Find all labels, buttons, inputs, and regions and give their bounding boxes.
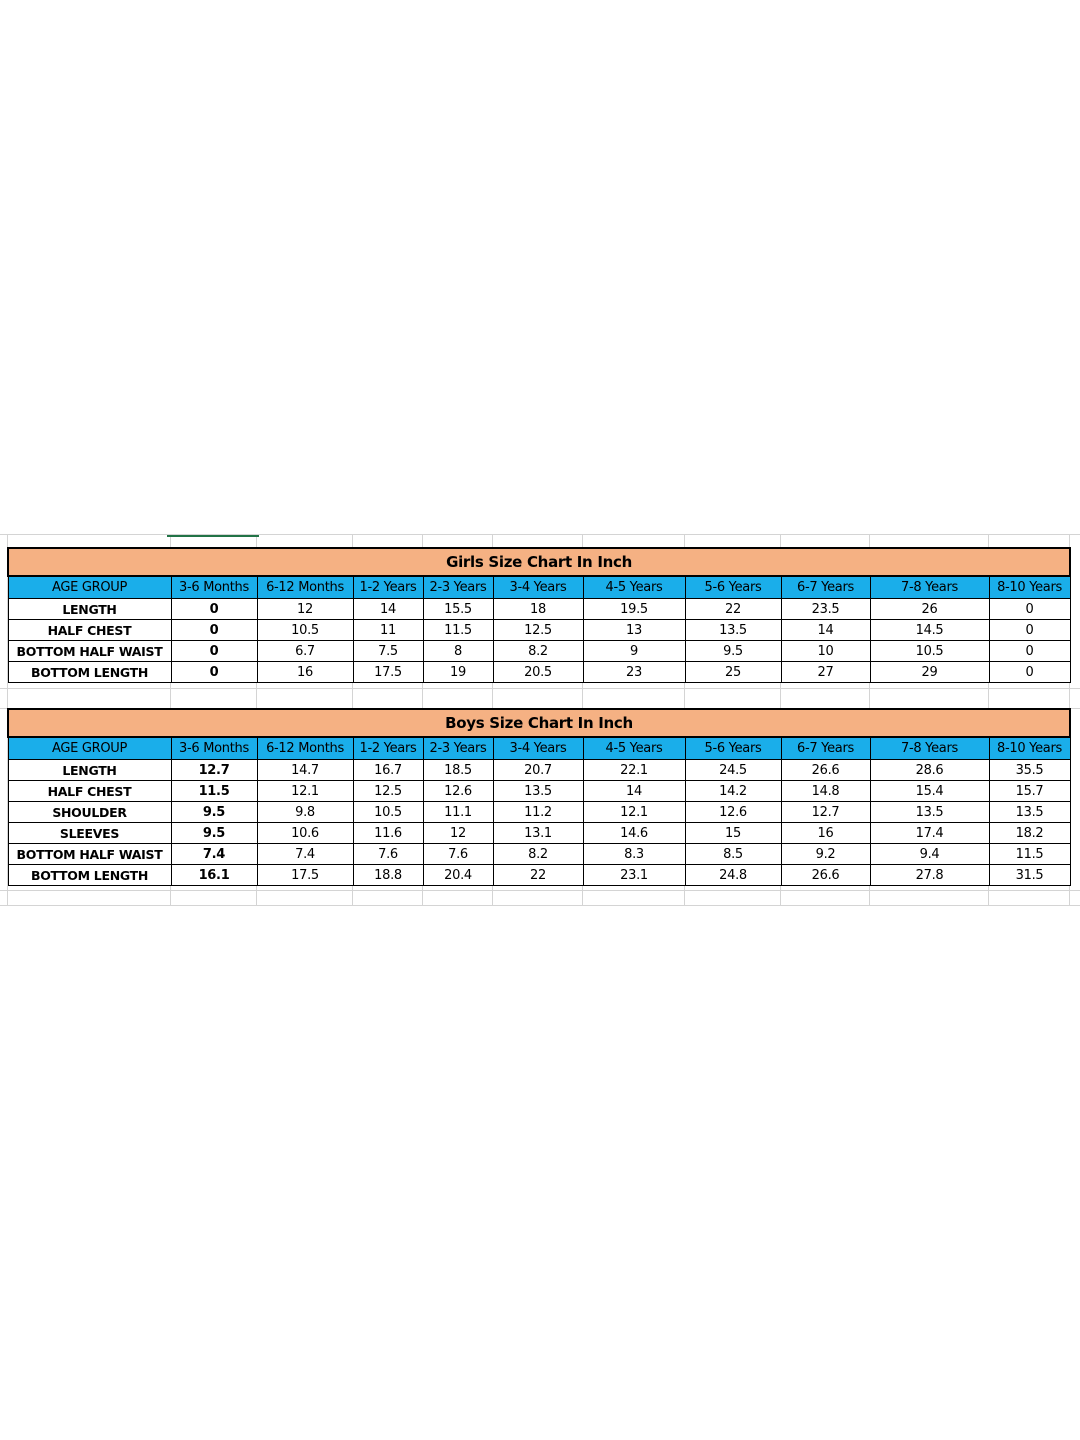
boys-size-table bbox=[7, 708, 1071, 886]
value-cell: 8.2 bbox=[493, 844, 583, 865]
row-gridline bbox=[0, 905, 1080, 906]
header-cell: 1-2 Years bbox=[353, 737, 423, 760]
value-cell: 22 bbox=[493, 865, 583, 886]
value-cell: 12 bbox=[257, 599, 353, 620]
value-cell: 9.5 bbox=[171, 823, 257, 844]
value-cell: 14.2 bbox=[685, 781, 781, 802]
value-cell: 24.8 bbox=[685, 865, 781, 886]
header-cell: 7-8 Years bbox=[870, 737, 989, 760]
value-cell: 12.6 bbox=[423, 781, 493, 802]
header-cell: 2-3 Years bbox=[423, 737, 493, 760]
value-cell: 20.5 bbox=[493, 662, 583, 683]
value-cell: 16.7 bbox=[353, 760, 423, 781]
header-cell: AGE GROUP bbox=[8, 737, 171, 760]
header-cell: 2-3 Years bbox=[423, 576, 493, 599]
value-cell: 14.6 bbox=[583, 823, 685, 844]
value-cell: 7.6 bbox=[353, 844, 423, 865]
value-cell: 0 bbox=[171, 620, 257, 641]
value-cell: 6.7 bbox=[257, 641, 353, 662]
value-cell: 31.5 bbox=[989, 865, 1070, 886]
value-cell: 11.1 bbox=[423, 802, 493, 823]
value-cell: 11.5 bbox=[989, 844, 1070, 865]
cell-selection-marker bbox=[167, 535, 259, 537]
header-cell: 1-2 Years bbox=[353, 576, 423, 599]
value-cell: 18.5 bbox=[423, 760, 493, 781]
value-cell: 12.7 bbox=[781, 802, 870, 823]
boys-header-row bbox=[8, 737, 1070, 760]
value-cell: 12 bbox=[423, 823, 493, 844]
value-cell: 13.5 bbox=[493, 781, 583, 802]
value-cell: 14.8 bbox=[781, 781, 870, 802]
value-cell: 23.5 bbox=[781, 599, 870, 620]
value-cell: 9 bbox=[583, 641, 685, 662]
value-cell: 7.4 bbox=[257, 844, 353, 865]
value-cell: 17.4 bbox=[870, 823, 989, 844]
value-cell: 7.5 bbox=[353, 641, 423, 662]
value-cell: 23 bbox=[583, 662, 685, 683]
value-cell: 10.5 bbox=[353, 802, 423, 823]
value-cell: 22.1 bbox=[583, 760, 685, 781]
value-cell: 9.2 bbox=[781, 844, 870, 865]
header-cell: 6-7 Years bbox=[781, 576, 870, 599]
row-label: LENGTH bbox=[8, 599, 171, 620]
table-row bbox=[8, 620, 1070, 641]
value-cell: 14.5 bbox=[870, 620, 989, 641]
value-cell: 20.4 bbox=[423, 865, 493, 886]
girls-table-title: Girls Size Chart In Inch bbox=[8, 548, 1070, 576]
value-cell: 8 bbox=[423, 641, 493, 662]
value-cell: 14 bbox=[583, 781, 685, 802]
value-cell: 29 bbox=[870, 662, 989, 683]
header-cell: 7-8 Years bbox=[870, 576, 989, 599]
header-cell: 3-4 Years bbox=[493, 576, 583, 599]
value-cell: 0 bbox=[171, 599, 257, 620]
row-label: BOTTOM LENGTH bbox=[8, 865, 171, 886]
header-cell: AGE GROUP bbox=[8, 576, 171, 599]
value-cell: 19 bbox=[423, 662, 493, 683]
table-row bbox=[8, 844, 1070, 865]
value-cell: 9.5 bbox=[171, 802, 257, 823]
header-cell: 8-10 Years bbox=[989, 576, 1070, 599]
value-cell: 10.5 bbox=[257, 620, 353, 641]
row-label: BOTTOM HALF WAIST bbox=[8, 844, 171, 865]
value-cell: 14.7 bbox=[257, 760, 353, 781]
value-cell: 18.8 bbox=[353, 865, 423, 886]
value-cell: 0 bbox=[989, 662, 1070, 683]
girls-header-row bbox=[8, 576, 1070, 599]
value-cell: 26 bbox=[870, 599, 989, 620]
value-cell: 19.5 bbox=[583, 599, 685, 620]
value-cell: 13.1 bbox=[493, 823, 583, 844]
value-cell: 11.6 bbox=[353, 823, 423, 844]
value-cell: 10 bbox=[781, 641, 870, 662]
value-cell: 12.1 bbox=[257, 781, 353, 802]
value-cell: 27.8 bbox=[870, 865, 989, 886]
table-row bbox=[8, 599, 1070, 620]
header-cell: 5-6 Years bbox=[685, 737, 781, 760]
value-cell: 26.6 bbox=[781, 865, 870, 886]
value-cell: 16 bbox=[781, 823, 870, 844]
header-cell: 3-4 Years bbox=[493, 737, 583, 760]
value-cell: 13.5 bbox=[685, 620, 781, 641]
row-label: LENGTH bbox=[8, 760, 171, 781]
header-cell: 6-12 Months bbox=[257, 737, 353, 760]
row-label: BOTTOM LENGTH bbox=[8, 662, 171, 683]
value-cell: 8.2 bbox=[493, 641, 583, 662]
table-row bbox=[8, 781, 1070, 802]
header-cell: 4-5 Years bbox=[583, 576, 685, 599]
value-cell: 25 bbox=[685, 662, 781, 683]
value-cell: 15.7 bbox=[989, 781, 1070, 802]
value-cell: 35.5 bbox=[989, 760, 1070, 781]
value-cell: 17.5 bbox=[353, 662, 423, 683]
value-cell: 8.5 bbox=[685, 844, 781, 865]
header-cell: 4-5 Years bbox=[583, 737, 685, 760]
row-label: SLEEVES bbox=[8, 823, 171, 844]
row-label: HALF CHEST bbox=[8, 781, 171, 802]
value-cell: 9.8 bbox=[257, 802, 353, 823]
value-cell: 10.5 bbox=[870, 641, 989, 662]
value-cell: 23.1 bbox=[583, 865, 685, 886]
header-cell: 6-12 Months bbox=[257, 576, 353, 599]
value-cell: 11 bbox=[353, 620, 423, 641]
value-cell: 14 bbox=[781, 620, 870, 641]
table-row bbox=[8, 865, 1070, 886]
row-gridline bbox=[0, 534, 1080, 535]
header-cell: 8-10 Years bbox=[989, 737, 1070, 760]
table-row bbox=[8, 802, 1070, 823]
value-cell: 7.4 bbox=[171, 844, 257, 865]
value-cell: 12.6 bbox=[685, 802, 781, 823]
value-cell: 14 bbox=[353, 599, 423, 620]
value-cell: 13.5 bbox=[870, 802, 989, 823]
value-cell: 0 bbox=[989, 599, 1070, 620]
value-cell: 27 bbox=[781, 662, 870, 683]
table-row bbox=[8, 662, 1070, 683]
table-row bbox=[8, 760, 1070, 781]
value-cell: 0 bbox=[171, 662, 257, 683]
value-cell: 18.2 bbox=[989, 823, 1070, 844]
value-cell: 16.1 bbox=[171, 865, 257, 886]
value-cell: 13.5 bbox=[989, 802, 1070, 823]
value-cell: 13 bbox=[583, 620, 685, 641]
value-cell: 12.5 bbox=[353, 781, 423, 802]
value-cell: 9.5 bbox=[685, 641, 781, 662]
row-gridline bbox=[0, 890, 1080, 891]
value-cell: 15.5 bbox=[423, 599, 493, 620]
value-cell: 0 bbox=[989, 641, 1070, 662]
value-cell: 11.5 bbox=[171, 781, 257, 802]
value-cell: 28.6 bbox=[870, 760, 989, 781]
value-cell: 9.4 bbox=[870, 844, 989, 865]
girls-size-table bbox=[7, 547, 1071, 683]
value-cell: 24.5 bbox=[685, 760, 781, 781]
row-label: SHOULDER bbox=[8, 802, 171, 823]
value-cell: 16 bbox=[257, 662, 353, 683]
value-cell: 17.5 bbox=[257, 865, 353, 886]
value-cell: 20.7 bbox=[493, 760, 583, 781]
value-cell: 8.3 bbox=[583, 844, 685, 865]
boys-table-title: Boys Size Chart In Inch bbox=[8, 709, 1070, 737]
row-gridline bbox=[0, 688, 1080, 689]
value-cell: 22 bbox=[685, 599, 781, 620]
header-cell: 5-6 Years bbox=[685, 576, 781, 599]
value-cell: 12.5 bbox=[493, 620, 583, 641]
value-cell: 12.1 bbox=[583, 802, 685, 823]
value-cell: 0 bbox=[171, 641, 257, 662]
header-cell: 3-6 Months bbox=[171, 576, 257, 599]
value-cell: 11.5 bbox=[423, 620, 493, 641]
value-cell: 0 bbox=[989, 620, 1070, 641]
header-cell: 6-7 Years bbox=[781, 737, 870, 760]
table-row bbox=[8, 823, 1070, 844]
value-cell: 11.2 bbox=[493, 802, 583, 823]
header-cell: 3-6 Months bbox=[171, 737, 257, 760]
value-cell: 15 bbox=[685, 823, 781, 844]
value-cell: 12.7 bbox=[171, 760, 257, 781]
table-row bbox=[8, 641, 1070, 662]
value-cell: 15.4 bbox=[870, 781, 989, 802]
value-cell: 7.6 bbox=[423, 844, 493, 865]
row-label: HALF CHEST bbox=[8, 620, 171, 641]
value-cell: 10.6 bbox=[257, 823, 353, 844]
value-cell: 18 bbox=[493, 599, 583, 620]
value-cell: 26.6 bbox=[781, 760, 870, 781]
row-label: BOTTOM HALF WAIST bbox=[8, 641, 171, 662]
